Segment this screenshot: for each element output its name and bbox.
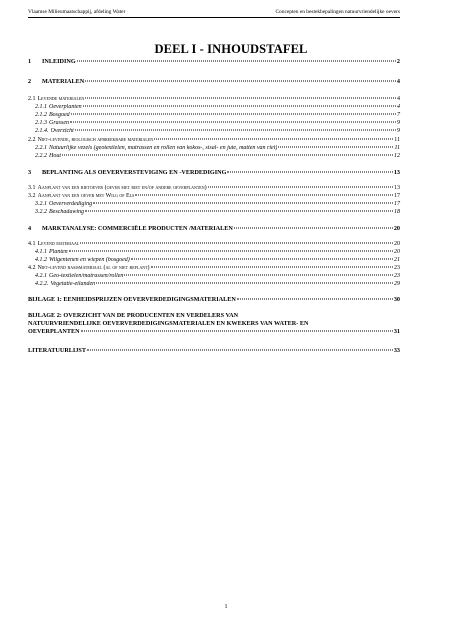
toc-entry-hout [28,153,400,160]
toc-entry-bosgoed [28,112,400,119]
toc-title: Aanplant van een oever met Wilg of Els [37,193,135,199]
toc-number: 2.1 [28,96,36,102]
toc-page: 11 [394,137,400,143]
toc-title: Vegetatie-eilanden [50,281,96,287]
toc-page: 13 [394,185,400,191]
toc-page: 4 [397,96,400,102]
leader-dots [85,210,393,212]
toc-page: 18 [394,209,400,215]
toc-title: Natuurlijke vezels (geotextielen, matrassen en rollen van kokos-, sisal- en jute, matten van riet) [49,145,278,151]
leader-dots [96,282,393,284]
leader-dots [135,194,393,196]
toc-number: 4.1.1 [35,249,47,255]
toc-page: 23 [394,265,400,271]
leader-dots [124,274,393,276]
toc-page: 33 [393,347,400,354]
toc-title: Niet-levende, biologisch afbreekbare materialen [37,137,154,143]
toc-title: Oeververdediging [49,201,93,207]
leader-dots [77,60,396,62]
leader-dots [69,250,393,252]
toc-entry-inleiding [28,58,400,65]
toc-page: 20 [394,241,400,247]
toc-number: 3.2 [28,193,36,199]
toc-title: Grassen [49,120,70,126]
toc-page: 13 [393,169,400,176]
toc-title: Beschaduwing [49,209,84,215]
running-header [28,9,400,18]
toc-number: 4.1.2 [35,257,47,263]
toc-entry-niet-levend-basismateriaal [28,265,400,272]
toc-title: Planten [49,249,68,255]
leader-dots [234,227,393,229]
leader-dots [85,97,396,99]
leader-dots [93,202,393,204]
toc-title: Niet-levend basismateriaal (al of niet beplant) [37,265,150,271]
toc-entry-natuurlijke-vezels [28,145,400,152]
toc-number: 4.2.1 [35,273,47,279]
toc-entry-oeververdediging [28,201,400,208]
toc-number: 4.1 [28,241,36,247]
leader-dots [80,242,393,244]
leader-dots [62,154,393,156]
page-title: DEEL I - INHOUDSTAFEL [154,42,308,56]
toc-number: 2.2 [28,137,36,143]
leader-dots [208,186,393,188]
toc-number: 3.1 [28,185,36,191]
leader-dots [81,330,393,332]
toc-page: 7 [397,112,400,118]
toc-number: 3.2.2 [35,209,47,215]
toc-page: 20 [393,225,400,232]
toc-entry-beschaduwing [28,209,400,216]
toc-title: Levende materialen [37,96,85,102]
header-right: Concepten en bestekbepalingen natuurvriendelijke oevers [275,9,400,15]
leader-dots [71,113,396,115]
toc-title: Geo-textielen/matrassen/rollen [49,273,124,279]
toc-entry-wilgentenen [28,257,400,264]
toc-entry-beplanting [28,169,400,176]
toc-page: 4 [396,78,400,85]
toc-entry-wilg-of-els [28,193,400,200]
toc-entry-levend-materiaal [28,241,400,248]
toc-page: 29 [394,281,400,287]
toc-title: Levend materiaal [37,241,80,247]
leader-dots [131,258,393,260]
toc-entry-niet-levende-materialen [28,137,400,144]
toc-entry-levende-materialen [28,96,400,103]
leader-dots [70,121,396,123]
toc-page: 9 [397,120,400,126]
toc-title: Aanplant van een rietoever (oever met riet en/of andere oeverplanten) [37,185,207,191]
toc-number: 2.2.1 [35,145,47,151]
toc-entry-bijlage-2-line-1 [28,312,400,319]
leader-dots [237,298,393,300]
toc-title: Bosgoed [49,112,70,118]
toc-entry-bijlage-2-line-3 [28,328,400,335]
toc-number: 2.2.2 [35,153,47,159]
toc-page: 9 [397,128,400,134]
toc-entry-planten [28,249,400,256]
toc-page: 23 [394,273,400,279]
leader-dots [227,171,392,173]
toc-entry-literatuurlijst [28,347,400,354]
toc-number: 3 [28,169,32,176]
leader-dots [151,266,393,268]
toc-title: LITERATUURLIJST [28,347,86,354]
leader-dots [85,80,396,82]
toc-page: 2 [396,58,400,65]
toc-page: 30 [393,296,400,303]
leader-dots [75,129,396,131]
page-number: 1 [224,604,228,610]
toc-entry-oeverplanten [28,104,400,111]
toc-number: 1 [28,58,32,65]
toc-entry-bijlage-1 [28,296,400,303]
toc-page: 17 [394,193,400,199]
toc-entry-bijlage-2-line-2 [28,320,400,327]
toc-title: MATERIALEN [42,78,85,85]
toc-entry-rietoever [28,185,400,192]
toc-page: 4 [397,104,400,110]
leader-dots [154,138,393,140]
toc-number: 3.2.1 [35,201,47,207]
toc-page: 20 [394,249,400,255]
toc-title: OEVERPLANTEN [28,328,80,335]
leader-dots [87,349,393,351]
toc-page: 12 [394,153,400,159]
leader-dots [278,146,393,148]
toc-number: 2.1.1 [35,104,47,110]
toc-number: 2.1.2 [35,112,47,118]
toc-number: 4 [28,225,32,232]
toc-title: MARKTANALYSE: COMMERCIËLE PRODUCTEN /MATERIALEN [42,225,233,232]
toc-page: 11 [394,145,400,151]
toc-title: Oeverplanten [49,104,82,110]
toc-entry-geo-textielen [28,273,400,280]
toc-title: BIJLAGE 2: OVERZICHT VAN DE PRODUCENTEN EN VERDELERS VAN [28,312,239,319]
toc-title: Wilgentenen en wiepen (bosgoed) [49,257,130,263]
toc-title: BEPLANTING ALS OEVERVERSTEVIGING EN -VERDEDIGING [42,169,227,176]
toc-number: 2 [28,78,32,85]
toc-entry-materialen [28,78,400,85]
toc-page: 31 [393,328,400,335]
toc-title: INLEIDING [42,58,76,65]
toc-number: 2.1.3 [35,120,47,126]
toc-number: 2.1.4. [35,128,49,134]
toc-title: BIJLAGE 1: EENHEIDSPRIJZEN OEVERVERDEDIGINGSMATERIALEN [28,296,236,303]
header-left: Vlaamse Milieumaatschappij, afdeling Water [28,9,126,15]
toc-page: 21 [394,257,400,263]
toc-title: NATUURVRIENDELIJKE OEVERVERDEDIGINGSMATERIALEN EN KWEKERS VAN WATER- EN [28,320,309,327]
leader-dots [83,105,396,107]
toc-number: 4.2 [28,265,36,271]
toc-title: Hout [49,153,61,159]
toc-entry-grassen [28,120,400,127]
toc-page: 17 [394,201,400,207]
toc-entry-vegetatie-eilanden [28,281,400,288]
toc-number: 4.2.2. [35,281,49,287]
toc-entry-marktanalyse [28,225,400,232]
toc-title: Overzicht [50,128,74,134]
toc-entry-overzicht [28,128,400,135]
